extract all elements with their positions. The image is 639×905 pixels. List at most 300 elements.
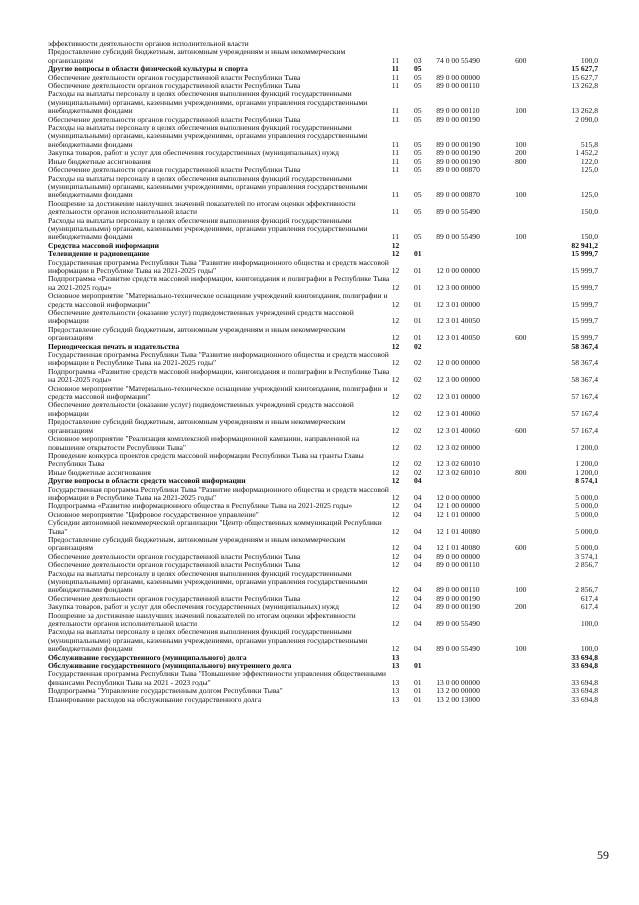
row-amount: 33 694,8 — [571, 661, 598, 671]
row-target-article-code — [436, 242, 515, 250]
table-row — [48, 275, 598, 292]
row-amount: 33 694,8 — [571, 677, 598, 687]
row-section-code: 12 — [391, 333, 400, 343]
row-section-code: 12 — [391, 392, 400, 402]
row-name: Подпрограмма «Развитие информационного общества в Республике Тыва на 2021-2025 годы» — [48, 501, 353, 511]
row-expense-type-code — [515, 401, 545, 418]
row-expense-type-code: 100 — [515, 139, 527, 149]
row-target-article-code: 89 0 00 55490 — [436, 644, 480, 654]
row-expense-type-code — [515, 452, 545, 469]
row-subsection-code: 05 — [413, 148, 422, 158]
row-target-article-code: 12 3 02 60010 — [436, 459, 480, 469]
row-amount: 122,0 — [580, 156, 598, 166]
row-name: Расходы на выплаты персоналу в целях обеспечения выполнения функций государственными (муниципальными) органами, казенными учреждениями, органами управления государственными внебюджетными фондами — [48, 215, 368, 242]
row-target-article-code: 74 0 00 55490 — [436, 55, 480, 65]
table-row — [48, 175, 598, 200]
row-section-code: 12 — [391, 299, 400, 309]
row-target-article-code: 12 1 01 00000 — [436, 509, 480, 519]
row-section-code: 13 — [391, 677, 400, 687]
row-subsection-code: 02 — [413, 442, 422, 452]
row-section-code: 13 — [391, 686, 400, 696]
row-section-code: 12 — [391, 442, 400, 452]
row-target-article-code: 89 0 00 55490 — [436, 207, 480, 217]
row-section-code: 11 — [391, 207, 400, 217]
row-expense-type-code — [515, 275, 545, 292]
row-subsection-code: 04 — [413, 543, 422, 553]
row-name: Обеспечение деятельности органов государственной власти Республики Тыва — [48, 72, 301, 82]
row-section-code: 12 — [391, 526, 400, 536]
row-section-code: 12 — [391, 501, 400, 511]
row-name: Обеспечение деятельности органов государственной власти Республики Тыва — [48, 593, 301, 603]
table-row — [48, 418, 598, 435]
budget-table-body — [48, 40, 598, 704]
row-target-article-code: 89 0 00 00870 — [436, 190, 480, 200]
row-target-article-code: 12 3 01 40050 — [436, 333, 480, 343]
row-section-code: 12 — [391, 375, 400, 385]
row-expense-type-code: 100 — [515, 585, 527, 595]
row-amount: 100,0 — [580, 55, 598, 65]
row-amount: 3 574,1 — [575, 551, 598, 561]
row-subsection-code: 02 — [413, 467, 422, 477]
row-target-article-code — [436, 654, 515, 662]
row-expense-type-code — [515, 477, 545, 485]
row-section-code: 12 — [391, 240, 400, 250]
row-section-code: 13 — [391, 652, 400, 662]
row-amount: 2 856,7 — [575, 585, 598, 595]
row-amount: 13 262,8 — [571, 106, 598, 116]
row-amount: 515,8 — [580, 139, 598, 149]
row-name: Расходы на выплаты персоналу в целях обеспечения выполнения функций государственными (муниципальными) органами, казенными учреждениями, органами управления государственными внебюджетными фондами — [48, 173, 368, 200]
row-target-article-code: 12 3 02 60010 — [436, 467, 480, 477]
row-expense-type-code — [515, 116, 545, 124]
row-target-article-code: 12 0 00 00000 — [436, 492, 480, 502]
row-subsection-code: 05 — [413, 72, 422, 82]
row-expense-type-code — [515, 670, 545, 687]
row-target-article-code: 12 3 01 40060 — [436, 425, 480, 435]
row-name: Обеспечение деятельности органов государственной власти Республики Тыва — [48, 81, 301, 91]
row-target-article-code: 13 2 00 00000 — [436, 686, 480, 696]
row-target-article-code — [436, 662, 515, 670]
row-amount: 1 200,0 — [575, 459, 598, 469]
table-row — [48, 48, 598, 65]
row-section-code: 12 — [391, 560, 400, 570]
row-target-article-code — [436, 40, 515, 48]
row-name: Подпрограмма "Управление государственным долгом Республики Тыва" — [48, 686, 283, 696]
row-expense-type-code — [515, 385, 545, 402]
row-name: Подпрограмма «Развитие средств массовой информации, книгоиздания и полиграфии в Республике Тыва на 2021-2025 годы» — [48, 274, 390, 292]
row-expense-type-code: 600 — [515, 333, 527, 343]
row-amount: 57 167,4 — [571, 425, 598, 435]
row-subsection-code: 02 — [413, 358, 422, 368]
row-expense-type-code — [515, 200, 545, 217]
row-amount: 5 000,0 — [575, 526, 598, 536]
row-section-code: 12 — [391, 358, 400, 368]
row-target-article-code: 12 3 01 00000 — [436, 299, 480, 309]
row-amount — [545, 40, 598, 48]
row-target-article-code — [436, 250, 515, 258]
row-name: Основное мероприятие "Цифровое государственное управление" — [48, 509, 259, 519]
row-expense-type-code: 100 — [515, 644, 527, 654]
row-subsection-code: 04 — [413, 476, 422, 486]
row-target-article-code: 89 0 00 00110 — [436, 585, 480, 595]
row-section-code: 12 — [391, 316, 400, 326]
row-section-code: 12 — [391, 341, 400, 351]
row-subsection-code: 05 — [413, 64, 422, 74]
row-subsection-code: 05 — [413, 114, 422, 124]
row-subsection-code: 05 — [413, 156, 422, 166]
row-target-article-code: 89 0 00 00870 — [436, 165, 480, 175]
row-amount: 8 574,1 — [575, 476, 598, 486]
row-amount: 57 167,4 — [571, 392, 598, 402]
row-target-article-code: 89 0 00 00190 — [436, 156, 480, 166]
row-amount: 82 941,2 — [571, 240, 598, 250]
row-amount: 1 200,0 — [575, 442, 598, 452]
row-name: Поощрение за достижение наилучших значений показателей по итогам оценки эффективности деятельности органов исполнительной власти — [48, 610, 356, 629]
row-subsection-code: 05 — [413, 81, 422, 91]
table-row — [48, 670, 598, 687]
row-expense-type-code — [515, 486, 545, 503]
row-section-code: 13 — [391, 694, 400, 704]
row-section-code: 12 — [391, 492, 400, 502]
row-target-article-code: 12 3 00 00000 — [436, 375, 480, 385]
row-subsection-code: 05 — [413, 106, 422, 116]
row-amount: 125,0 — [580, 165, 598, 175]
row-name: Государственная программа Республики Тыва "Повышение эффективности управления общественными финансами Республики Тыва на 2021 - 2023 годы" — [48, 669, 386, 687]
row-subsection-code: 01 — [413, 265, 422, 275]
row-amount: 2 090,0 — [575, 114, 598, 124]
row-amount: 15 627,7 — [571, 64, 598, 74]
row-subsection-code: 02 — [413, 392, 422, 402]
row-section-code: 12 — [391, 459, 400, 469]
row-section-code: 11 — [391, 72, 400, 82]
row-name: Подпрограмма «Развитие средств массовой информации, книгоиздания и полиграфии в Республике Тыва на 2021-2025 годы» — [48, 366, 390, 385]
row-section-code: 12 — [391, 543, 400, 553]
row-amount: 33 694,8 — [571, 652, 598, 662]
row-amount: 617,4 — [580, 602, 598, 612]
row-section-code — [392, 40, 414, 48]
row-section-code: 12 — [391, 585, 400, 595]
row-amount: 15 999,7 — [571, 333, 598, 343]
table-row — [48, 452, 598, 469]
row-name: Предоставление субсидий бюджетным, автономным учреждениям и иным некоммерческим организациям — [48, 534, 346, 553]
row-name: Государственная программа Республики Тыва "Развитие информационного общества и средств массовой информации в Республике Тыва на 2021-2025 годы" — [48, 350, 389, 368]
row-name: Обслуживание государственного (муниципального) долга — [48, 652, 247, 662]
row-target-article-code: 89 0 00 00110 — [436, 106, 480, 116]
table-row — [48, 217, 598, 242]
row-expense-type-code — [515, 309, 545, 326]
table-row — [48, 536, 598, 553]
row-amount: 2 856,7 — [575, 560, 598, 570]
table-row — [48, 309, 598, 326]
row-target-article-code: 12 3 01 00000 — [436, 392, 480, 402]
row-subsection-code: 02 — [413, 408, 422, 418]
row-amount: 125,0 — [580, 190, 598, 200]
row-expense-type-code — [515, 351, 545, 368]
row-expense-type-code — [515, 435, 545, 452]
row-subsection-code: 04 — [413, 593, 422, 603]
table-row — [48, 435, 598, 452]
table-row — [48, 401, 598, 418]
row-name: Расходы на выплаты персоналу в целях обеспечения выполнения функций государственными (муниципальными) органами, казенными учреждениями, органами управления государственными внебюджетными фондами — [48, 123, 368, 149]
row-subsection-code: 05 — [413, 165, 422, 175]
row-section-code: 12 — [391, 619, 400, 629]
row-subsection-code: 01 — [413, 694, 422, 704]
row-name: Предоставление субсидий бюджетным, автономным учреждениям и иным некоммерческим организациям — [48, 47, 346, 65]
row-subsection-code: 05 — [413, 190, 422, 200]
row-name: Обеспечение деятельности органов государственной власти Республики Тыва — [48, 114, 301, 124]
row-name: Телевидение и радиовещание — [48, 249, 150, 259]
row-target-article-code: 12 1 01 40080 — [436, 543, 480, 553]
row-section-code: 13 — [391, 661, 400, 671]
row-section-code: 11 — [391, 165, 400, 175]
row-subsection-code: 01 — [413, 686, 422, 696]
row-amount: 5 000,0 — [575, 543, 598, 553]
table-row — [48, 90, 598, 115]
row-expense-type-code — [515, 612, 545, 629]
row-section-code: 12 — [391, 265, 400, 275]
row-amount: 5 000,0 — [575, 501, 598, 511]
row-subsection-code: 05 — [413, 139, 422, 149]
table-row — [48, 486, 598, 503]
row-section-code: 12 — [391, 602, 400, 612]
row-subsection-code: 04 — [413, 602, 422, 612]
row-amount: 150,0 — [580, 207, 598, 217]
row-section-code: 12 — [391, 551, 400, 561]
row-target-article-code: 12 3 01 40050 — [436, 316, 480, 326]
row-target-article-code: 12 3 01 40060 — [436, 408, 480, 418]
row-target-article-code: 89 0 00 00110 — [436, 81, 480, 91]
row-expense-type-code — [515, 250, 545, 258]
row-expense-type-code — [515, 519, 545, 536]
table-row — [48, 368, 598, 385]
row-target-article-code: 89 0 00 00190 — [436, 114, 480, 124]
row-amount: 150,0 — [580, 232, 598, 242]
row-name: Обеспечение деятельности органов государственной власти Республики Тыва — [48, 551, 301, 561]
row-subsection-code: 02 — [413, 375, 422, 385]
row-name: Другие вопросы в области средств массовой информации — [48, 476, 246, 486]
row-target-article-code: 13 0 00 00000 — [436, 677, 480, 687]
row-name: Основное мероприятие "Материально-техническое оснащение учреждений книгоиздания, полиграфии и средств массовой информации" — [48, 383, 388, 402]
row-expense-type-code: 200 — [515, 148, 527, 158]
row-name: Расходы на выплаты персоналу в целях обеспечения выполнения функций государственными (муниципальными) органами, казенными учреждениями, органами управления государственными внебюджетными фондами — [48, 89, 368, 116]
row-target-article-code: 12 0 00 00000 — [436, 265, 480, 275]
row-amount: 33 694,8 — [571, 686, 598, 696]
row-subsection-code: 03 — [413, 55, 422, 65]
row-name: Основное мероприятие "Материально-техническое оснащение учреждений книгоиздания, полиграфии и средств массовой информации" — [48, 291, 388, 309]
row-name: Закупка товаров, работ и услуг для обеспечения государственных (муниципальных) нужд — [48, 602, 339, 612]
row-target-article-code: 89 0 00 00190 — [436, 139, 480, 149]
row-amount: 100,0 — [580, 619, 598, 629]
row-name: Средства массовой информации — [48, 240, 160, 250]
row-expense-type-code — [515, 502, 545, 510]
row-name: Расходы на выплаты персоналу в целях обеспечения выполнения функций государственными (муниципальными) органами, казенными учреждениями, органами управления государственными внебюджетными фондами — [48, 568, 368, 595]
row-section-code: 12 — [391, 644, 400, 654]
row-expense-type-code — [515, 82, 545, 90]
row-expense-type-code — [515, 654, 545, 662]
row-name: Планирование расходов на обслуживание государственного долга — [48, 694, 262, 704]
row-section-code: 11 — [391, 156, 400, 166]
row-section-code: 11 — [391, 190, 400, 200]
row-amount: 58 367,4 — [571, 341, 598, 351]
row-name: Закупка товаров, работ и услуг для обеспечения государственных (муниципальных) нужд — [48, 148, 339, 158]
row-subsection-code: 01 — [413, 661, 422, 671]
row-subsection-code: 04 — [413, 509, 422, 519]
row-subsection-code: 02 — [413, 425, 422, 435]
row-amount: 15 999,7 — [571, 249, 598, 259]
row-expense-type-code — [515, 343, 545, 351]
row-amount: 5 000,0 — [575, 492, 598, 502]
row-name: Обеспечение деятельности органов государственной власти Республики Тыва — [48, 165, 301, 175]
row-name: Государственная программа Республики Тыва "Развитие информационного общества и средств массовой информации в Республике Тыва на 2021-2025 годы" — [48, 257, 389, 275]
row-subsection-code — [414, 40, 436, 48]
row-name: Иные бюджетные ассигнования — [48, 467, 151, 477]
row-section-code: 11 — [391, 81, 400, 91]
row-target-article-code: 12 0 00 00000 — [436, 358, 480, 368]
row-name: Проведение конкурса проектов средств массовой информации Республики Тыва на гранты Главы Республики Тыва — [48, 450, 364, 469]
row-subsection-code: 04 — [413, 551, 422, 561]
row-subsection-code: 01 — [413, 299, 422, 309]
row-subsection-code: 05 — [413, 207, 422, 217]
row-subsection-code: 01 — [413, 333, 422, 343]
row-amount: 15 999,7 — [571, 282, 598, 292]
row-subsection-code: 04 — [413, 492, 422, 502]
row-subsection-code: 01 — [413, 677, 422, 687]
row-section-code: 12 — [391, 593, 400, 603]
row-target-article-code: 12 1 00 00000 — [436, 501, 480, 511]
row-target-article-code: 89 0 00 55490 — [436, 619, 480, 629]
row-amount: 57 167,4 — [571, 408, 598, 418]
row-name: Предоставление субсидий бюджетным, автономным учреждениям и иным некоммерческим организациям — [48, 324, 346, 343]
row-expense-type-code — [515, 292, 545, 309]
row-amount: 1 452,2 — [575, 148, 598, 158]
row-name: Предоставление субсидий бюджетным, автономным учреждениям и иным некоммерческим организациям — [48, 417, 346, 435]
row-section-code: 12 — [391, 467, 400, 477]
row-target-article-code: 12 3 00 00000 — [436, 282, 480, 292]
row-name: Периодическая печать и издательства — [48, 341, 180, 351]
table-row — [48, 326, 598, 343]
row-amount: 617,4 — [580, 593, 598, 603]
row-expense-type-code: 800 — [515, 467, 527, 477]
row-amount: 58 367,4 — [571, 375, 598, 385]
row-expense-type-code — [515, 65, 545, 73]
row-target-article-code — [436, 477, 515, 485]
row-target-article-code: 89 0 00 00190 — [436, 602, 480, 612]
row-expense-type-code — [515, 511, 545, 519]
row-section-code: 11 — [391, 232, 400, 242]
row-expense-type-code — [515, 242, 545, 250]
row-subsection-code: 01 — [413, 316, 422, 326]
row-expense-type-code — [515, 696, 545, 704]
row-section-code: 11 — [391, 64, 399, 74]
row-subsection-code: 01 — [413, 249, 422, 259]
row-expense-type-code: 600 — [515, 55, 527, 65]
row-expense-type-code — [515, 368, 545, 385]
table-row — [48, 124, 598, 149]
row-section-code: 12 — [391, 509, 400, 519]
row-target-article-code: 12 1 01 40080 — [436, 526, 480, 536]
row-subsection-code: 05 — [413, 232, 422, 242]
row-expense-type-code: 600 — [515, 543, 527, 553]
row-amount: 5 000,0 — [575, 509, 598, 519]
row-name: Субсидии автономной некоммерческой организации "Центр общественных коммуникаций Республики Тыва" — [48, 518, 382, 536]
row-expense-type-code — [515, 40, 545, 48]
row-section-code: 12 — [391, 249, 400, 259]
table-row — [48, 259, 598, 276]
row-subsection-code: 04 — [413, 585, 422, 595]
row-expense-type-code: 100 — [515, 106, 527, 116]
row-expense-type-code — [515, 166, 545, 174]
row-expense-type-code — [515, 687, 545, 695]
row-amount: 15 999,7 — [571, 265, 598, 275]
row-expense-type-code: 100 — [515, 190, 527, 200]
table-row — [48, 628, 598, 653]
row-amount: 33 694,8 — [571, 694, 598, 704]
row-expense-type-code — [515, 561, 545, 569]
row-expense-type-code: 200 — [515, 602, 527, 612]
table-row — [48, 570, 598, 595]
row-expense-type-code: 100 — [515, 232, 527, 242]
table-row — [48, 385, 598, 402]
row-subsection-code: 04 — [413, 526, 422, 536]
row-amount: 58 367,4 — [571, 358, 598, 368]
row-name: Другие вопросы в области физической культуры и спорта — [48, 64, 248, 74]
row-section-code: 11 — [391, 55, 400, 65]
row-target-article-code: 12 3 02 00000 — [436, 442, 480, 452]
row-amount: 100,0 — [580, 644, 598, 654]
row-name: Государственная программа Республики Тыва "Развитие информационного общества и средств массовой информации в Республике Тыва на 2021-2025 годы" — [48, 484, 389, 502]
row-target-article-code: 89 0 00 00190 — [436, 593, 480, 603]
row-expense-type-code — [515, 662, 545, 670]
row-expense-type-code — [515, 259, 545, 276]
row-subsection-code: 04 — [413, 644, 422, 654]
row-name: Обеспечение деятельности (оказание услуг) подведомственных учреждений средств массовой информации — [48, 400, 354, 418]
row-expense-type-code — [515, 553, 545, 561]
row-name: Основное мероприятие "Реализация комплексной информационной кампании, направленной на повышение открытости Республики Тыва" — [48, 434, 360, 452]
row-target-article-code: 89 0 00 00000 — [436, 551, 480, 561]
row-name: эффективности деятельности органов исполнительной власти — [48, 39, 249, 48]
row-target-article-code: 89 0 00 00110 — [436, 560, 480, 570]
row-section-code: 11 — [391, 148, 400, 158]
row-name: Иные бюджетные ассигнования — [48, 156, 151, 166]
row-name: Расходы на выплаты персоналу в целях обеспечения выполнения функций государственными (муниципальными) органами, казенными учреждениями, органами управления государственными внебюджетными фондами — [48, 627, 368, 654]
page-number: 59 — [597, 848, 609, 862]
row-amount: 15 999,7 — [571, 316, 598, 326]
row-amount: 13 262,8 — [571, 81, 598, 91]
table-row — [48, 200, 598, 217]
row-subsection-code: 02 — [413, 341, 422, 351]
row-subsection-code: 04 — [413, 501, 422, 511]
row-target-article-code — [436, 343, 515, 351]
row-name: Поощрение за достижение наилучших значений показателей по итогам оценки эффективности деятельности органов исполнительной власти — [48, 198, 356, 217]
table-row — [48, 519, 598, 536]
row-expense-type-code: 800 — [515, 156, 527, 166]
row-subsection-code: 01 — [413, 282, 422, 292]
row-subsection-code: 04 — [413, 619, 422, 629]
row-section-code: 12 — [391, 282, 400, 292]
row-amount: 1 200,0 — [575, 467, 598, 477]
budget-table — [48, 40, 598, 704]
row-subsection-code: 02 — [413, 459, 422, 469]
table-row — [48, 351, 598, 368]
row-name: Обслуживание государственного (муниципального) внутреннего долга — [48, 661, 292, 671]
row-target-article-code: 89 0 00 00000 — [436, 72, 480, 82]
table-row — [48, 696, 598, 704]
row-name: Обеспечение деятельности (оказание услуг) подведомственных учреждений средств массовой информации — [48, 308, 354, 326]
row-section-code: 12 — [391, 425, 400, 435]
row-expense-type-code — [515, 74, 545, 82]
row-section-code: 11 — [391, 106, 400, 116]
table-row — [48, 292, 598, 309]
